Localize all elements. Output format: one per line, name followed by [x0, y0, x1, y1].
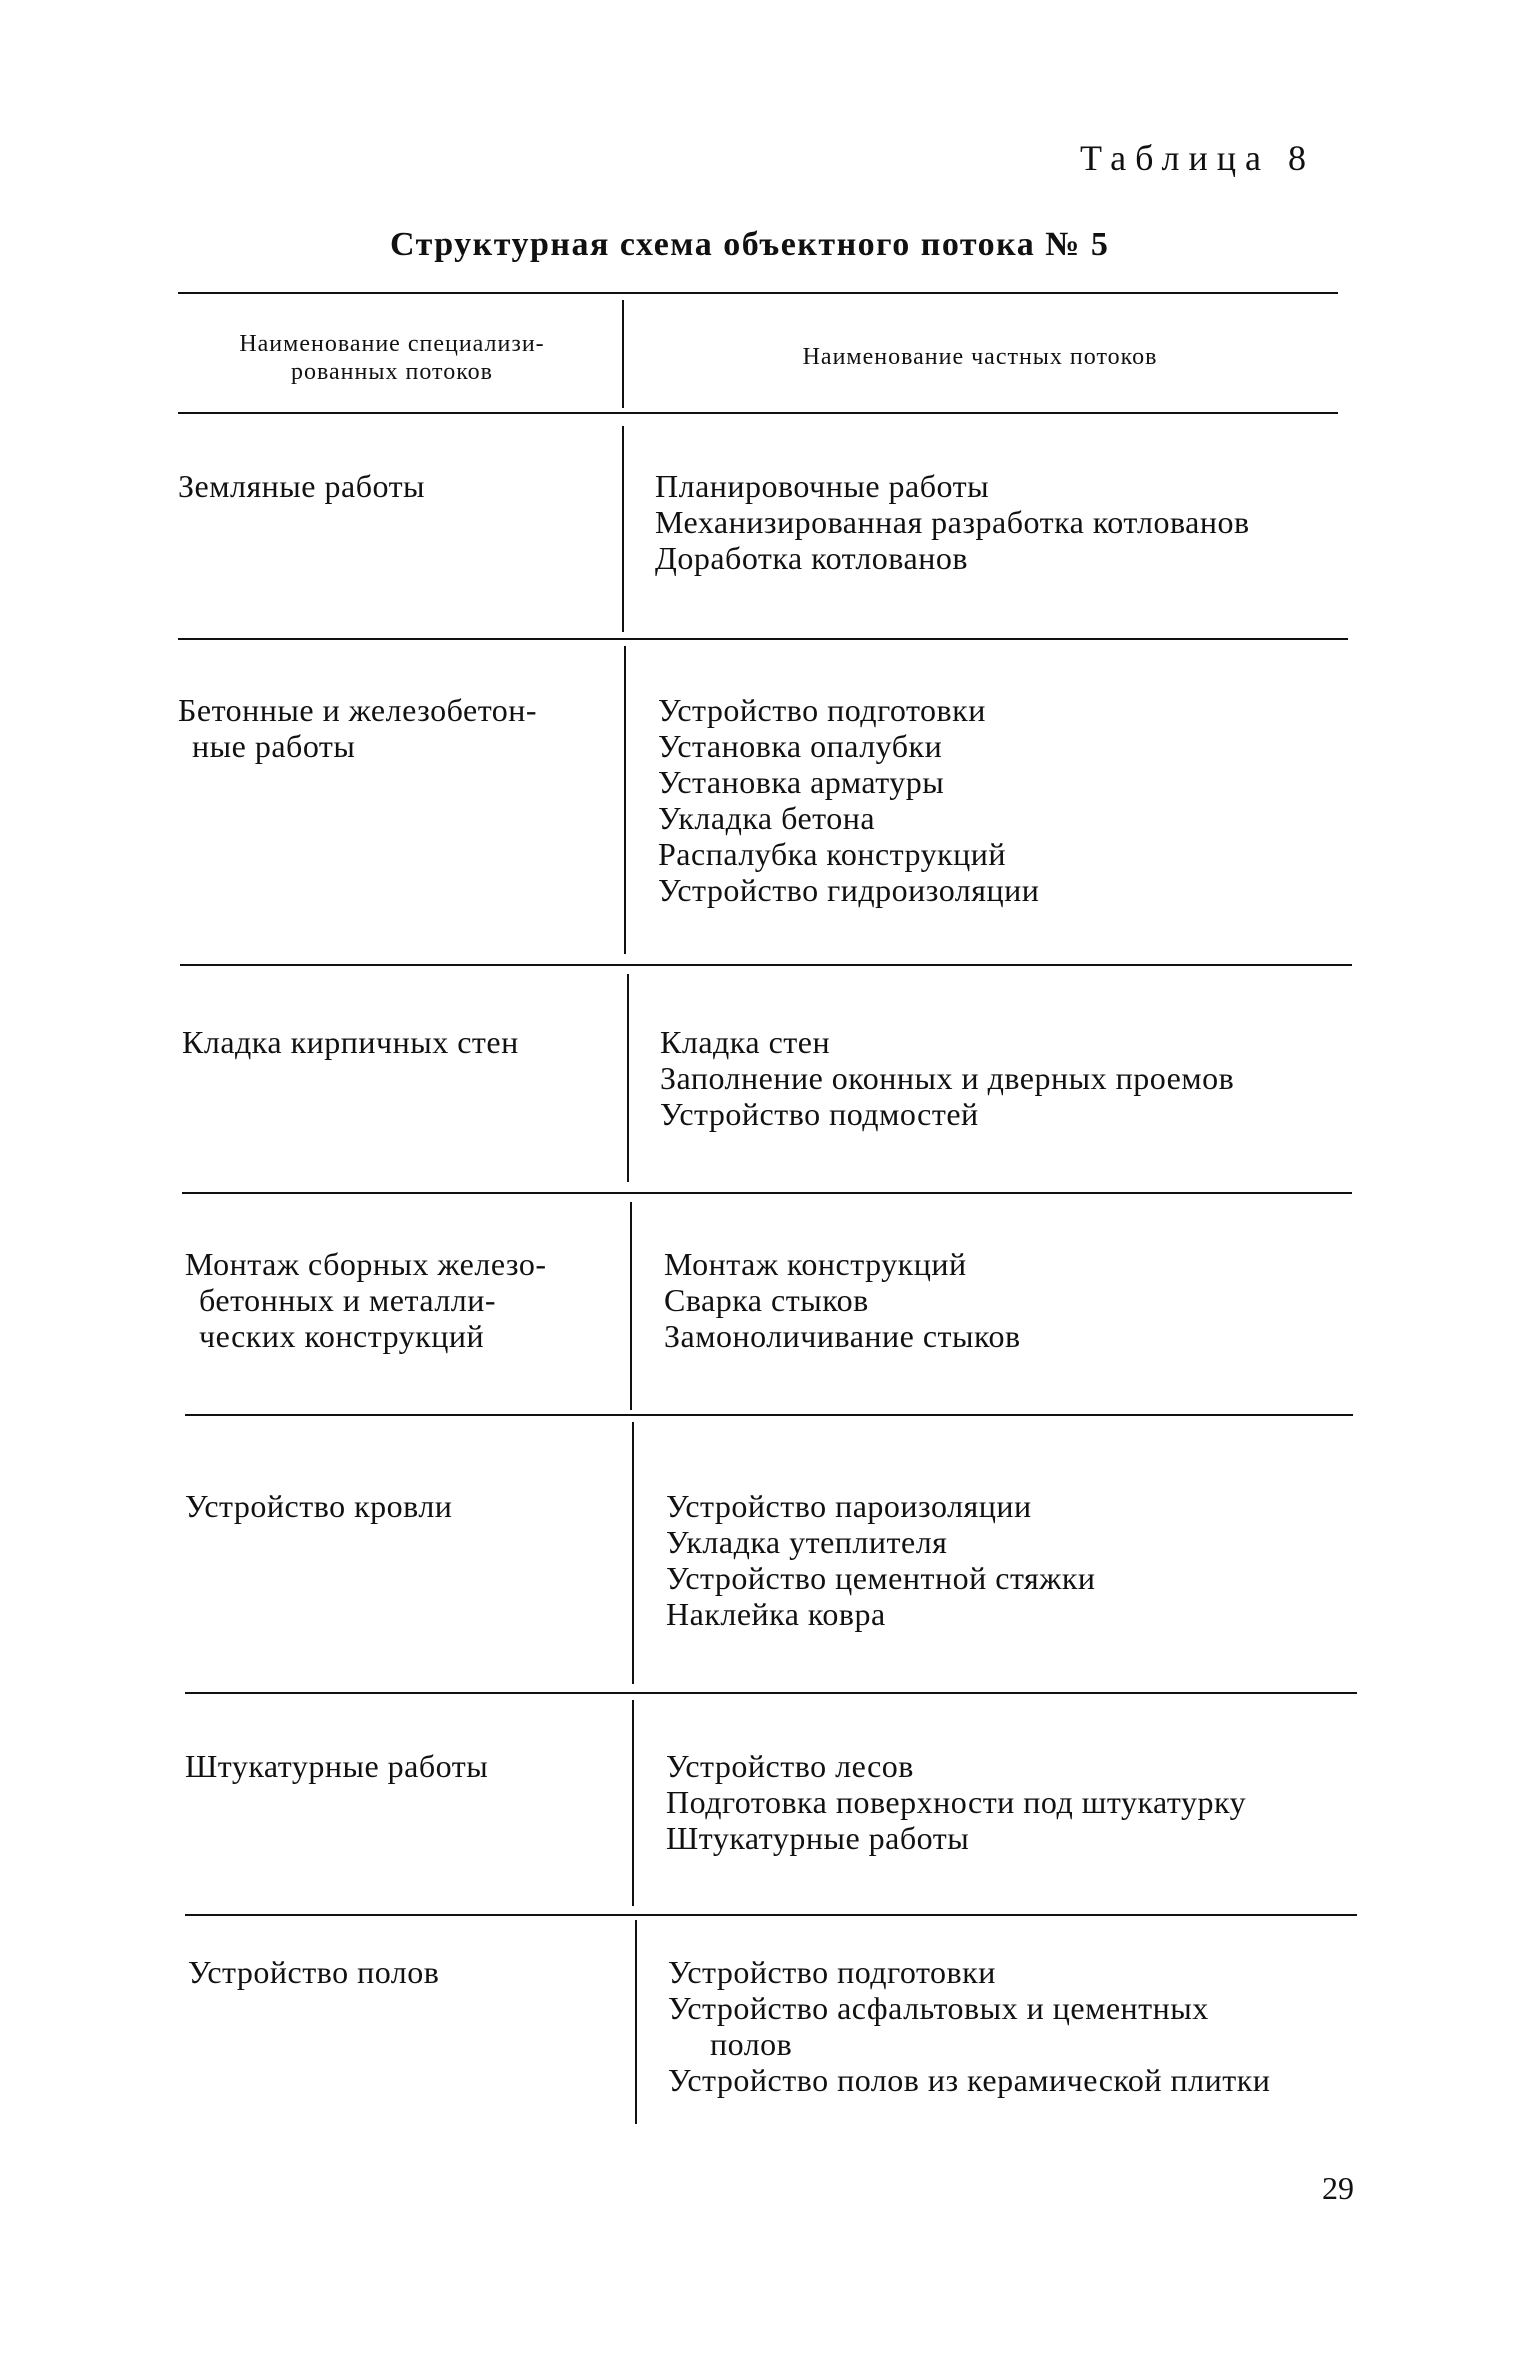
- row-right-cell: [666, 1748, 1376, 1856]
- row-left-cell: [185, 1488, 625, 1524]
- right-cell-line: полов: [710, 2026, 793, 2062]
- right-cell-line: Устройство подготовки: [658, 692, 986, 728]
- row-left-cell: [188, 1954, 628, 1990]
- row-divider: [180, 964, 1352, 966]
- right-cell-line: Штукатурные работы: [666, 1820, 970, 1856]
- header-bottom-border: [178, 412, 1338, 414]
- row-vertical-divider: [624, 646, 626, 954]
- right-cell-line: Планировочные работы: [655, 468, 990, 504]
- right-cell-line: Установка опалубки: [658, 728, 943, 764]
- row-right-cell: [658, 692, 1368, 908]
- row-left-cell: [178, 468, 618, 504]
- left-cell-line: Бетонные и железобетон-: [178, 692, 538, 728]
- row-right-cell: [664, 1246, 1374, 1354]
- row-divider: [178, 638, 1348, 640]
- right-cell-line: Устройство цементной стяжки: [666, 1560, 1096, 1596]
- row-vertical-divider: [635, 1920, 637, 2124]
- row-vertical-divider: [622, 426, 624, 632]
- left-cell-line: Кладка кирпичных стен: [182, 1024, 519, 1060]
- right-cell-line: Наклейка ковра: [666, 1596, 886, 1632]
- header-vertical-divider: [622, 300, 624, 408]
- right-cell-line: Сварка стыков: [664, 1282, 869, 1318]
- row-right-cell: [655, 468, 1365, 576]
- right-cell-line: Устройство гидроизоляции: [658, 872, 1040, 908]
- right-cell-line: Доработка котлованов: [655, 540, 968, 576]
- header-right-cell: Наименование частных потоков: [802, 344, 1158, 370]
- row-left-cell: [178, 692, 618, 764]
- row-divider: [185, 1914, 1357, 1916]
- table-label: Таблица 8: [1080, 138, 1315, 178]
- right-cell-line: Монтаж конструкций: [664, 1246, 967, 1282]
- row-left-cell: [185, 1246, 605, 1354]
- left-cell-line: бетонных и металли-: [199, 1282, 497, 1318]
- right-cell-line: Устройство подготовки: [668, 1954, 996, 1990]
- right-cell-line: Кладка стен: [660, 1024, 831, 1060]
- header-left-cell: [182, 330, 602, 386]
- row-right-cell: [666, 1488, 1376, 1632]
- row-divider: [185, 1414, 1353, 1416]
- row-left-cell: [185, 1748, 625, 1784]
- right-cell-line: Замоноличивание стыков: [664, 1318, 1021, 1354]
- row-right-cell: [660, 1024, 1370, 1132]
- right-cell-line: Укладка утеплителя: [666, 1524, 948, 1560]
- row-vertical-divider: [630, 1202, 632, 1410]
- right-cell-line: Укладка бетона: [658, 800, 876, 836]
- left-cell-line: Земляные работы: [178, 468, 426, 504]
- right-cell-line: Устройство пароизоляции: [666, 1488, 1032, 1524]
- right-cell-line: Устройство лесов: [666, 1748, 914, 1784]
- header-left-line-2: рованных потоков: [291, 359, 493, 385]
- right-cell-line: Устройство полов из керамической плитки: [668, 2062, 1271, 2098]
- row-vertical-divider: [632, 1700, 634, 1906]
- header-left-line-1: Наименование специализи-: [239, 331, 545, 357]
- page-number: 29: [1322, 2170, 1354, 2206]
- row-divider: [182, 1192, 1352, 1194]
- left-cell-line: Устройство кровли: [185, 1488, 453, 1524]
- left-cell-line: Монтаж сборных железо-: [185, 1246, 547, 1282]
- left-cell-line: Устройство полов: [188, 1954, 440, 1990]
- left-cell-line: ческих конструкций: [199, 1318, 485, 1354]
- row-vertical-divider: [632, 1422, 634, 1684]
- right-cell-line: Механизированная разработка котлованов: [655, 504, 1250, 540]
- right-cell-line: Установка арматуры: [658, 764, 945, 800]
- row-left-cell: [182, 1024, 622, 1060]
- right-cell-line: Устройство асфальтовых и цементных: [668, 1990, 1209, 2026]
- row-right-cell: [668, 1954, 1358, 2098]
- table-title: Структурная схема объектного потока № 5: [390, 226, 1110, 263]
- left-cell-line: ные работы: [192, 728, 356, 764]
- right-cell-line: Распалубка конструкций: [658, 836, 1007, 872]
- right-cell-line: Устройство подмостей: [660, 1096, 979, 1132]
- right-cell-line: Заполнение оконных и дверных проемов: [660, 1060, 1235, 1096]
- row-vertical-divider: [627, 974, 629, 1182]
- left-cell-line: Штукатурные работы: [185, 1748, 489, 1784]
- table-top-border: [178, 292, 1338, 294]
- row-divider: [185, 1692, 1357, 1694]
- right-cell-line: Подготовка поверхности под штукатурку: [666, 1784, 1247, 1820]
